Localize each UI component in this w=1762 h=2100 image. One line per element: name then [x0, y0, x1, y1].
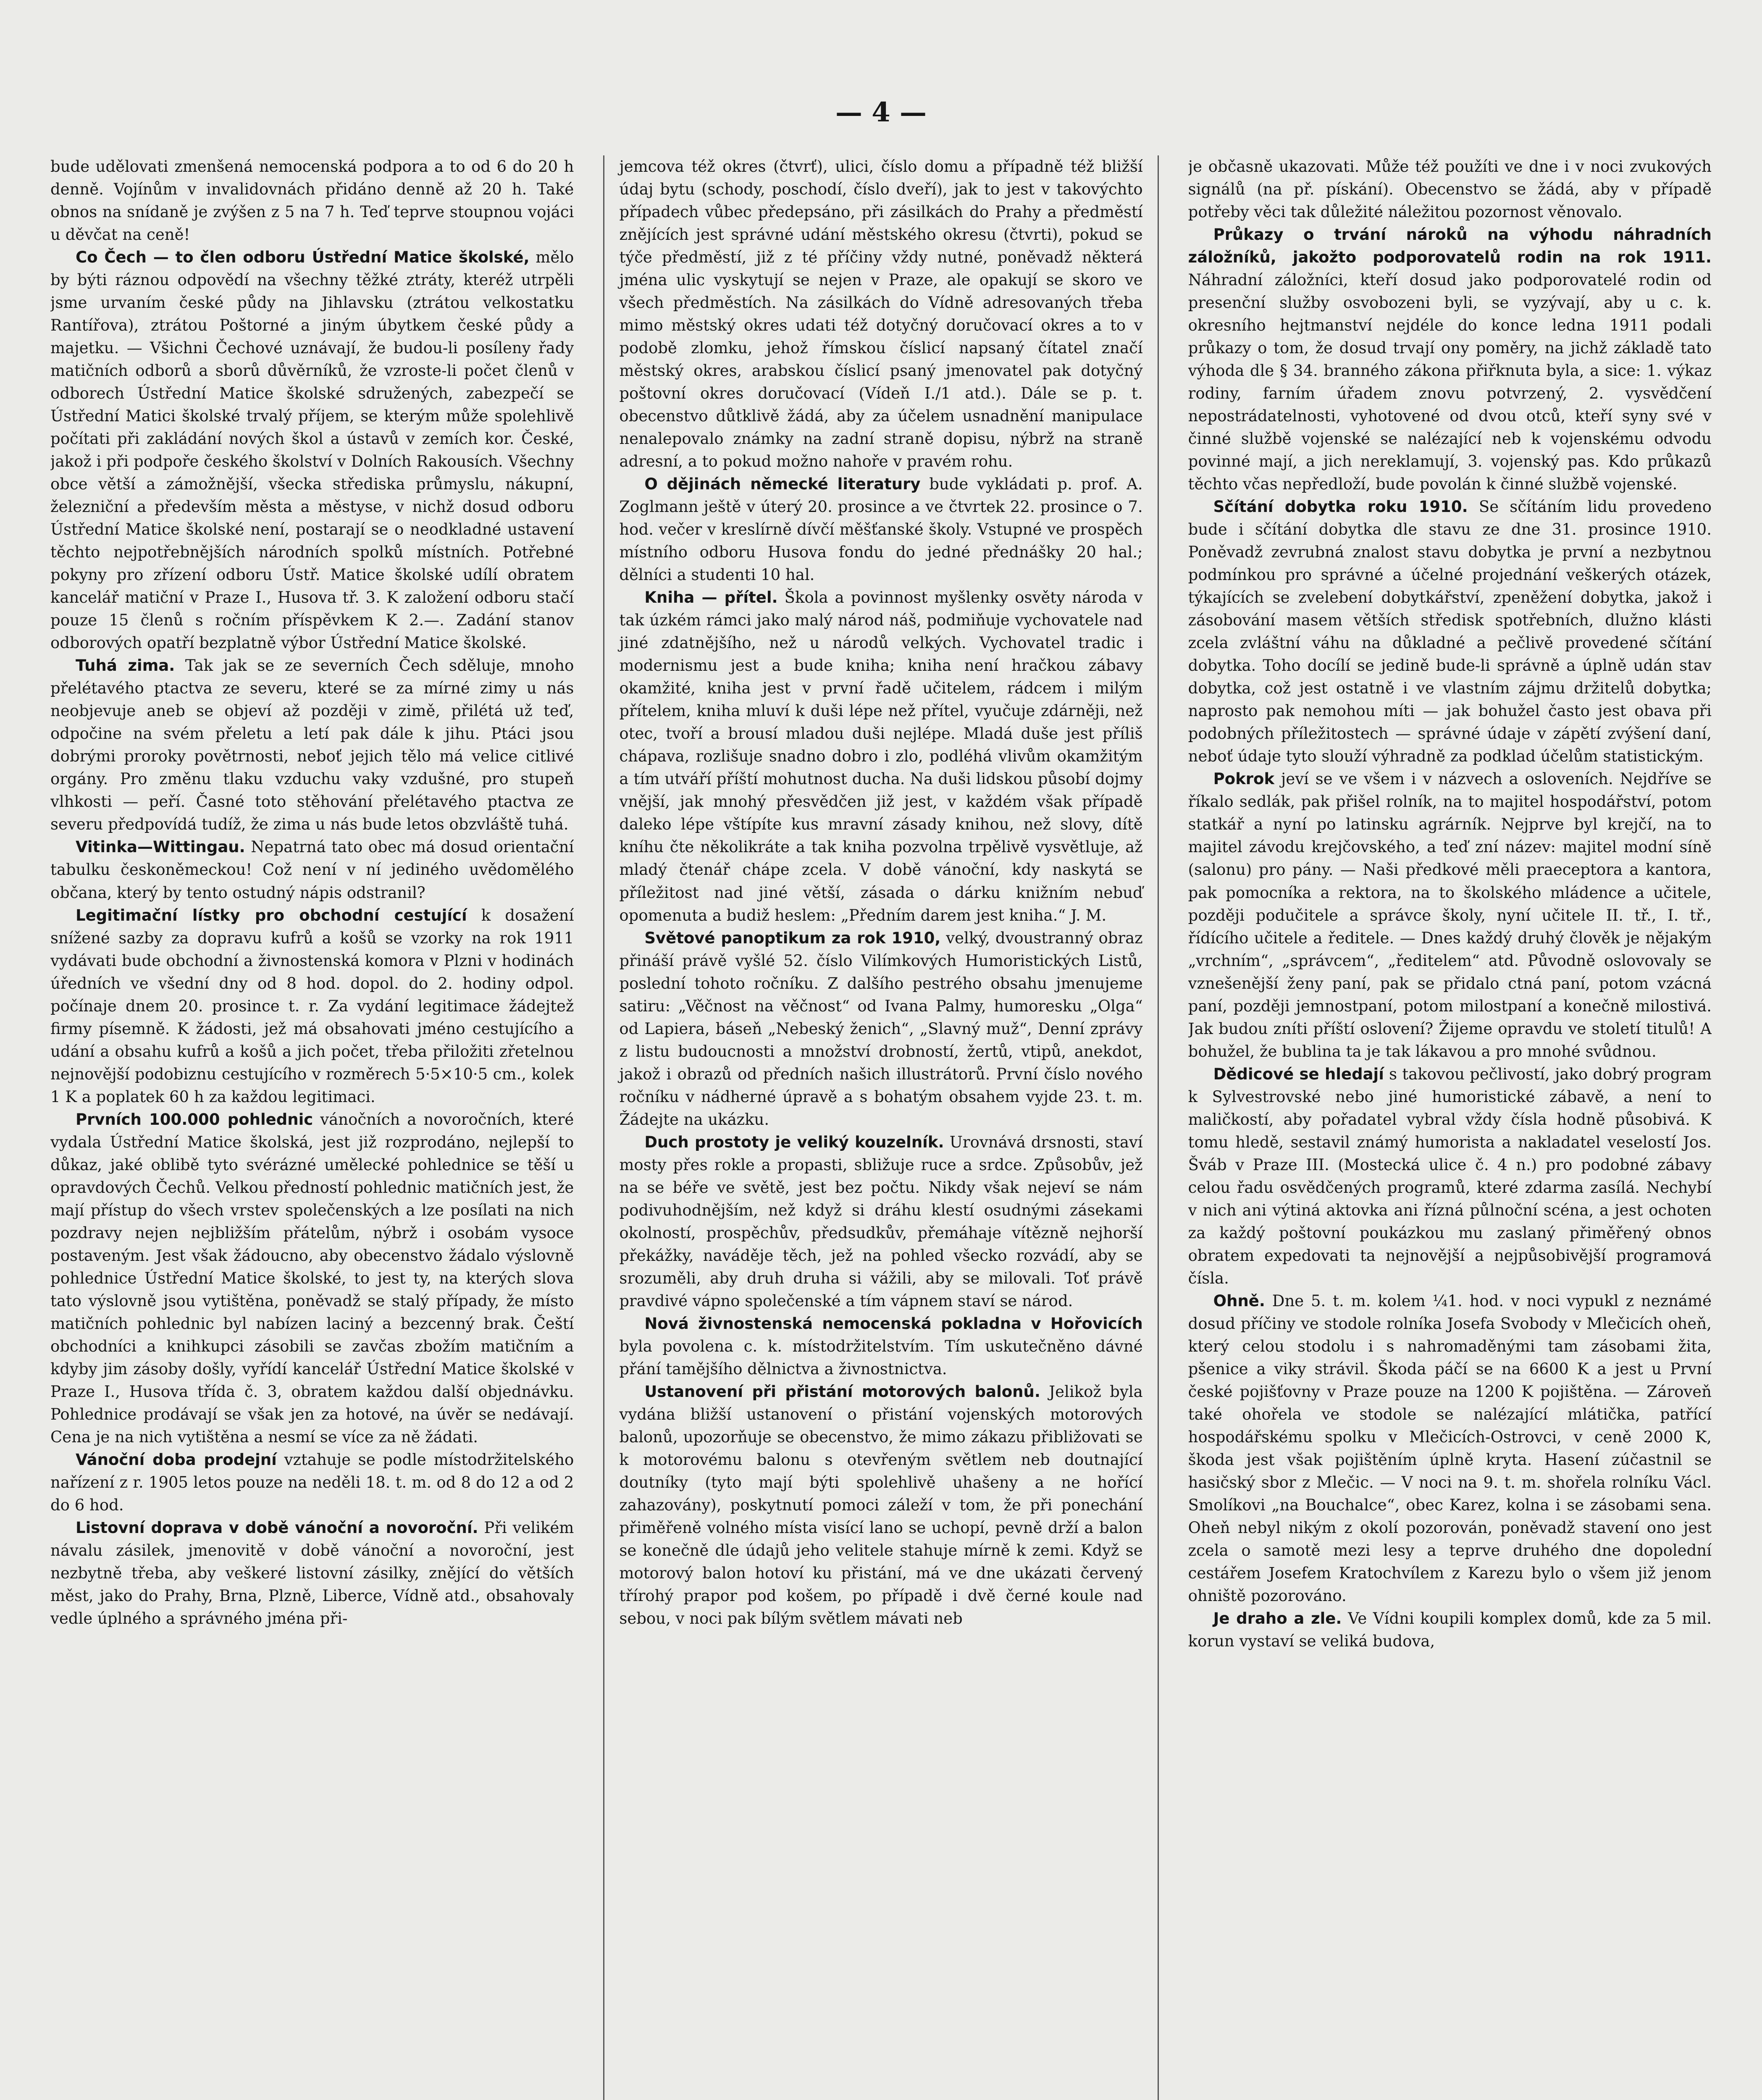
article-paragraph [1188, 1063, 1712, 1290]
article-heading: Ustanovení při přistání motorových balonů. [644, 1382, 1040, 1401]
article-heading: Je draho a zle. [1213, 1609, 1342, 1628]
column-middle [603, 155, 1158, 2100]
article-paragraph [50, 1449, 574, 1517]
article-text: bude vykládati p. prof. A. Zoglmann ještě v úterý 20. prosince a ve čtvrtek 22. prosince o 7. hod. večer v kreslírně dívčí měšťanské školy. Vstupné ve prospěch místního odboru Husova fondu do jedné přednášky 20 hal.; dělníci a studenti 10 hal. [619, 475, 1143, 584]
article-text: Urovnává drsnosti, staví mosty přes rokle a propasti, sbližuje ruce a srdce. Způsobův, jež na se béře ve světě, jest bez počtu. Nikdy však nejeví se nám podivuhodnějším, než když si dráhu klestí osudnými zásekami okolností, prospěchův, předsudkův, přemáhaje vítězně nejhorší překážky, naváděje těch, jež na pohled všecko rozvádí, aby se srozuměli, aby druh druha si vážili, aby se milovali. Toť právě pravdivé vápno společenské a tím vápnem staví se národ. [619, 1133, 1143, 1310]
article-text: Jelikož byla vydána bližší ustanovení o přistání vojenských motorových balonů, upozorňuje se obecenstvo, že mimo zákazu přibližovati se k motorovému balonu s otevřeným světlem neb doutnající doutníky (tyto mají býti spolehlivě uhašeny a ne hořící zahazovány), poskytnutí pomoci záleží v tom, že při ponechání přiměřeně volného místa visící lano se uchopí, pevně drží a balon se konečně dle údajů jeho velitele stahuje mírně k zemi. Když se motorový balon hotoví ku přistání, má ve dne ukázati červený třírohý prapor pod košem, po případě i dvě černé koule nad sebou, v noci pak bílým světlem mávati neb [619, 1382, 1143, 1628]
article-text: Nepatrná tato obec má dosud orientační tabulku českoněmeckou! Což není v ní jediného uvědomělého občana, který by tento ostudný nápis odstranil? [50, 838, 574, 902]
page-number: — 4 — [835, 97, 927, 128]
article-paragraph [619, 473, 1142, 586]
article-paragraph [50, 1108, 574, 1449]
article-text: vztahuje se podle místodržitelského nařízení z r. 1905 letos pouze na neděli 18. t. m. od 8 do 12 a od 2 do 6 hod. [50, 1450, 574, 1514]
column-right [1188, 155, 1712, 2100]
article-paragraph [619, 1131, 1142, 1312]
article-paragraph [1188, 1290, 1712, 1607]
article-heading: Prvních 100.000 pohlednic [76, 1110, 313, 1129]
article-text: jemcova též okres (čtvrť), ulici, číslo domu a případně též bližší údaj bytu (schody, poschodí, číslo dveří), jak to jest v takovýchto případech vůbec předepsáno, při zásilkách do Prahy a předměstí znějících jest správné udání městského okresu (čtvrti), pokud se týče předměstí, již z té příčiny vždy nutné, poněvadž některá jména ulic vyskytují se nejen v Praze, ale opakují se skoro ve všech předměstích. Na zásilkách do Vídně adresovaných třeba mimo městský okres udati též dotyčný doručovací okres a to v podobě zlomku, jehož římskou číslicí napsaný čítatel značí městský okres, arabskou číslicí psaný jmenovatel pak dotyčný poštovní okres doručovací (Vídeň I./1 atd.). Dále se p. t. obecenstvo důtklivě žádá, aby za účelem usnadnění manipulace nenalepovalo známky na zadní straně dopisu, nýbrž na straně adresní, a to pokud možno nahoře v pravém rohu. [619, 158, 1143, 471]
article-paragraph [50, 155, 574, 246]
article-paragraph [1188, 1607, 1712, 1653]
article-text: bude udělovati zmenšená nemocenská podpora a to od 6 do 20 h denně. Vojínům v invalidovnách přidáno denně až 20 h. Také obnos na snídaně je zvýšen z 5 na 7 h. Teď teprve stoupnou vojáci u děvčat na ceně! [50, 158, 574, 244]
article-heading: Nová živnostenská nemocenská pokladna v Hořovicích [644, 1314, 1143, 1333]
article-paragraph [619, 155, 1142, 473]
article-paragraph [1188, 155, 1712, 223]
article-text: s takovou pečlivostí, jako dobrý program k Sylvestrovské nebo jiné humoristické zábavě, a není to maličkostí, aby pořadatel vybral vždy čísla hodně působivá. K tomu hledě, sestavil známý humorista a nakladatel veselostí Jos. Šváb v Praze III. (Mostecká ulice č. 4 n.) pro podobné zábavy celou řadu osvědčených programů, které zdarma zasílá. Nechybí v nich ani výtiná aktovka ani řízná půlnoční scéna, a jest ochoten za každý poštovní poukázkou mu zaslaný přiměřený obnos obratem expedovati ta nejnovější a nejpůsobivější programová čísla. [1188, 1065, 1712, 1287]
article-heading: Světové panoptikum za rok 1910, [644, 929, 941, 947]
article-paragraph [1188, 768, 1712, 1063]
article-paragraph [619, 1381, 1142, 1630]
article-text: velký, dvoustranný obraz přináší právě vyšlé 52. číslo Vilímkových Humoristických Listů, poslední tohoto ročníku. Z dalšího pestrého obsahu jmenujeme satiru: „Věčnost na věčnost“ od Ivana Palmy, humoresku „Olga“ od Lapiera, báseň „Nebeský ženich“, „Slavný muž“, Denní zprávy z listu budoucnosti a množství drobností, žertů, vtipů, anekdot, jakož i obrazů od předních našich illustrátorů. První číslo nového ročníku v nádherné úpravě a s bohatým obsahem vyjde 23. t. m. Žádejte na ukázku. [619, 929, 1143, 1129]
article-paragraph [1188, 496, 1712, 768]
article-heading: Sčítání dobytka roku 1910. [1213, 498, 1468, 516]
article-paragraph [1188, 223, 1712, 496]
article-paragraph [619, 1312, 1142, 1381]
article-heading: Listovní doprava v době vánoční a novoroční. [76, 1518, 478, 1537]
article-text: byla povolena c. k. místodržitelstvím. Tím uskutečněno dávné přání tamějšího dělnictva a živnostnictva. [619, 1337, 1143, 1378]
article-heading: Legitimační lístky pro obchodní cestující [76, 906, 467, 924]
article-heading: Ohně. [1213, 1292, 1265, 1310]
article-text: mělo by býti ráznou odpovědí na všechny těžké ztráty, kteréž utrpěli jsme urvaním české půdy na Jihlavsku (ztrátou velkostatku Rantířova), ztrátou Poštorné a jiným úbytkem české půdy a majetku. — Všichni Čechové uznávají, že budou-li posíleny řady matičních odborů a sborů důvěrníků, že vzroste-li počet členů v odborech Ústřední Matice školské sdružených, zabezpečí se Ústřední Matici školské trvalý příjem, se kterým může spolehlivě počítati při zakládání nových škol a ústavů v zemích kor. České, jakož i při podpoře českého školství v Dolních Rakousích. Všechny obce větší a zámožnější, všecka střediska průmyslu, nákupní, železniční a především města a městyse, v nichž dosud odboru Ústřední Matice školské není, postarají se o neodkladné ustavení těchto nejpotřebnějších národních spolků místních. Potřebné pokyny pro zřízení odboru Ústř. Matice školské udílí obratem kancelář matiční v Praze I., Husova tř. 3. K založení odboru stačí pouze 15 členů s ročním příspěvkem K 2.—. Zadání stanov odborových opatří bezplatně výbor Ústřední Matice školské. [50, 248, 574, 652]
article-paragraph [50, 246, 574, 654]
article-text: Škola a povinnost myšlenky osvěty národa v tak úzkém rámci jako malý národ náš, podmiňuje vychovatele nad jiné zdatnějšího, než u národů velkých. Vychovatel tradic i modernismu jest a bude kniha; kniha není hračkou zábavy okamžité, kniha jest v první řadě učitelem, rádcem i milým přítelem, kniha mluví k duši lépe než přítel, vyučuje zdárněji, než otec, tvoří a brousí mladou duši nejlépe. Mladá duše jest příliš chápava, rozlišuje snadno dobro i zlo, podléhá vlivům okamžitým a tím utváří příští mohutnost ducha. Na duši lidskou působí dojmy vnější, jak mnohý přesvědčen již jest, v každém však případě daleko lépe vštípíte kus mravní zásady knihou, než slovy, dítě kníhu čte několikráte a tak kniha pozvolna trpělivě vysvětluje, až mladý čtenář chápe zcela. V době vánoční, kdy naskytá se příležitost nad jiné větší, zásada o dárku knižním nebuď opomenuta a budiž heslem: „Předním darem jest kniha.“ J. M. [619, 588, 1143, 924]
article-paragraph [50, 1517, 574, 1630]
article-heading: Vánoční doba prodejní [76, 1450, 277, 1469]
article-text: je občasně ukazovati. Může též použíti ve dne i v noci zvukových signálů (na př. pískání). Obecenstvo se žádá, aby v případě potřeby věci tak důležité náležitou pozornost věnovalo. [1188, 158, 1712, 221]
article-paragraph [50, 836, 574, 904]
article-text: vánočních a novoročních, které vydala Ústřední Matice školská, jest již rozprodáno, nejlepší to důkaz, jaké oblibě tyto svérázné umělecké pohlednice se těší u opravdových Čechů. Velkou předností pohlednic matičních jest, že mají přístup do všech vrstev společenských a lze posílati na nich pozdravy nejen nejbližším přátelům, nýbrž i osobám vysoce postaveným. Jest však žádoucno, aby obecenstvo žádalo výslovně pohlednice Ústřední Matice školské, to jest ty, na kterých slova tato výslovně jsou vytištěna, poněvadž se stalý případy, že místo matičních pohlednic byl nabízen laciný a bezcenný brak. Čeští obchodníci a knihkupci zásobili se zavčas zbožím matičním a kdyby jim zásoby došly, vyřídí kancelář Ústřední Matice školské v Praze I., Husova třída č. 3, obratem každou další objednávku. Pohlednice prodávají se však jen za hotové, na úvěr se nedávají. Cena je na nich vytištěna a nesmí se více za ně žádati. [50, 1110, 574, 1446]
article-text: k dosažení snížené sazby za dopravu kufrů a košů se vzorky na rok 1911 vydávati bude obchodní a živnostenská komora v Plzni v hodinách úředních ve všední dny od 8 hod. dopol. do 2. hodiny odpol. počínaje dnem 20. prosince t. r. Za vydání legitimace žádejtež firmy písemně. K žádosti, jež má obsahovati jméno cestujícího a udání a obsahu kufrů a košů a jich počet, třeba přiložiti zřetelnou nejnovější podobiznu cestujícího v rozměrech 5·5×10·5 cm., kolek 1 K a poplatek 60 h za každou legitimaci. [50, 906, 574, 1106]
article-paragraph [619, 586, 1142, 927]
article-paragraph [50, 654, 574, 836]
article-text: Se sčítáním lidu provedeno bude i sčítání dobytka dle stavu ze dne 31. prosince 1910. Poněvadž zevrubná znalost stavu dobytka je první a nezbytnou podmínkou pro správné a účelné projednání veškerých otázek, týkajících se zvelebení dobytkářství, zpeněžení dobytka, jakož i zásobování masem větších středisk spotřebních, dlužno klásti zcela zvláštní váhu na důkladné a pečlivě provedené sčítání dobytka. Toho docílí se jedině bude-li správně a úplně udán stav dobytka, což jest ostatně i ve vlastním zájmu držitelů dobytka; naprosto pak nemohou míti — jak bohužel často jest obava při podobných příležitostech — správné údaje v zápětí zvýšení daní, neboť údaje tyto slouží výhradně za podklad účelům statistickým. [1188, 498, 1712, 766]
column-left [50, 155, 574, 2100]
article-heading: Tuhá zima. [76, 656, 175, 675]
article-text: jeví se ve všem i v názvech a osloveních. Nejdříve se říkalo sedlák, pak přišel rolník, na to majitel hospodářství, potom statkář a nyní po latinsku agrárník. Nejprve byl krejčí, na to majitel závodu krejčovského, a teď zní název: majitel modní síně (salonu) pro pány. — Naši předkové měli praeceptora a kantora, pak pomocníka a rektora, na to školského mládence a učitele, později podučitele a správce školy, nyní učitele II. tř., I. tř., řídícího učitele a ředitele. — Dnes každý druhý člověk je nějakým „vrchním“, „správcem“, „ředitelem“ atd. Původně oslovovaly se vznešenější ženy paní, pak se přidalo ctná paní, potom vzácná paní, později jemnostpaní, potom milostpaní a konečně milostivá. Jak budou zníti příští oslovení? Žijeme opravdu ve století titulů! A bohužel, že bublina ta je tak lákavou a pro mnohé svůdnou. [1188, 770, 1712, 1060]
article-heading: Pokrok [1213, 770, 1275, 788]
article-columns [50, 155, 1712, 2100]
article-heading: Duch prostoty je veliký kouzelník. [644, 1133, 944, 1151]
article-heading: Vitinka—Wittingau. [76, 838, 245, 856]
article-text: Ve Vídni koupili komplex domů, kde za 5 mil. korun vystaví se veliká budova, [1188, 1609, 1712, 1651]
article-paragraph [50, 904, 574, 1108]
article-paragraph [619, 927, 1142, 1131]
article-text: Tak jak se ze severních Čech sděluje, mnoho přelétavého ptactva ze severu, které se za mírné zimy u nás neobjevuje aneb se objeví až později v zimě, přilétá už teď, odpočine na svém přeletu a letí pak dále k jihu. Ptáci jsou dobrými proroky povětrnosti, neboť jejich tělo má velice citlivé orgány. Pro změnu tlaku vzduchu vaky vzdušné, pro stupeň vlhkosti — peří. Časné toto stěhování přelétavého ptactva ze severu předpovídá tudíž, že zima u nás bude letos obzvláště tuhá. [50, 656, 574, 834]
article-text: Dne 5. t. m. kolem ¼1. hod. v noci vypukl z neznámé dosud příčiny ve stodole rolníka Josefa Svobody v Mlečicích oheň, který celou stodolu i s nahromaděnými tam zásobami žita, pšenice a viky strávil. Škoda páčí se na 6600 K a jest u První české pojišťovny v Praze pouze na 1200 K pojištěna. — Zároveň také ohořela ve stodole se nalézající mlátička, patřící hospodářskému spolku v Mlečicích-Ostrovci, v ceně 2000 K, škoda jest však pojištěním úplně kryta. Hasení zúčastnil se hasičský sbor z Mlečic. — V noci na 9. t. m. shořela rolníku Václ. Smolíkovi „na Bouchalce“, obec Karez, kolna i se zásobami sena. Oheň nebyl nikým z okolí pozorován, poněvadž stavení ono jest zcela o samotě mezi lesy a teprve druhého dne dopolední cestářem Josefem Kratochvílem z Karezu bylo o všem již jenom ohniště pozorováno. [1188, 1292, 1712, 1605]
article-heading: Kniha — přítel. [644, 588, 778, 607]
article-heading: O dějinách německé literatury [644, 475, 921, 494]
article-text: Při velikém návalu zásilek, jmenovitě v době vánoční a novoroční, jest nezbytně třeba, aby veškeré listovní zásilky, znějící do větších měst, jako do Prahy, Brna, Plzně, Liberce, Vídně atd., obsahovaly vedle úplného a správného jména při- [50, 1518, 574, 1628]
article-text: Náhradní záložníci, kteří dosud jako podporovatelé rodin od presenční služby osvobozeni byli, se vyzývají, aby u c. k. okresního hejtmanství nejdéle do konce ledna 1911 podali průkazy o tom, že dosud trvají ony poměry, na jichž základě tato výhoda dle § 34. branného zákona přiřknuta byla, a sice: 1. výkaz rodiny, farním úřadem znovu potvrzený, 2. vysvědčení nepostrádatelnosti, vyhotovené od dvou otců, kteří syny své v činné službě vojenské se nalézající neb k vojenskému odvodu povinné mají, a jich nereklamují, 3. vojenský pas. Kdo průkazů těchto včas nepředloží, bude povolán k činné službě vojenské. [1188, 271, 1712, 494]
article-heading: Dědicové se hledají [1213, 1065, 1384, 1083]
article-heading: Průkazy o trvání nároků na výhodu náhradních záložníků, jakožto podporovatelů rodin na rok 1911. [1188, 226, 1712, 267]
article-heading: Co Čech — to člen odboru Ústřední Matice školské, [76, 248, 530, 267]
